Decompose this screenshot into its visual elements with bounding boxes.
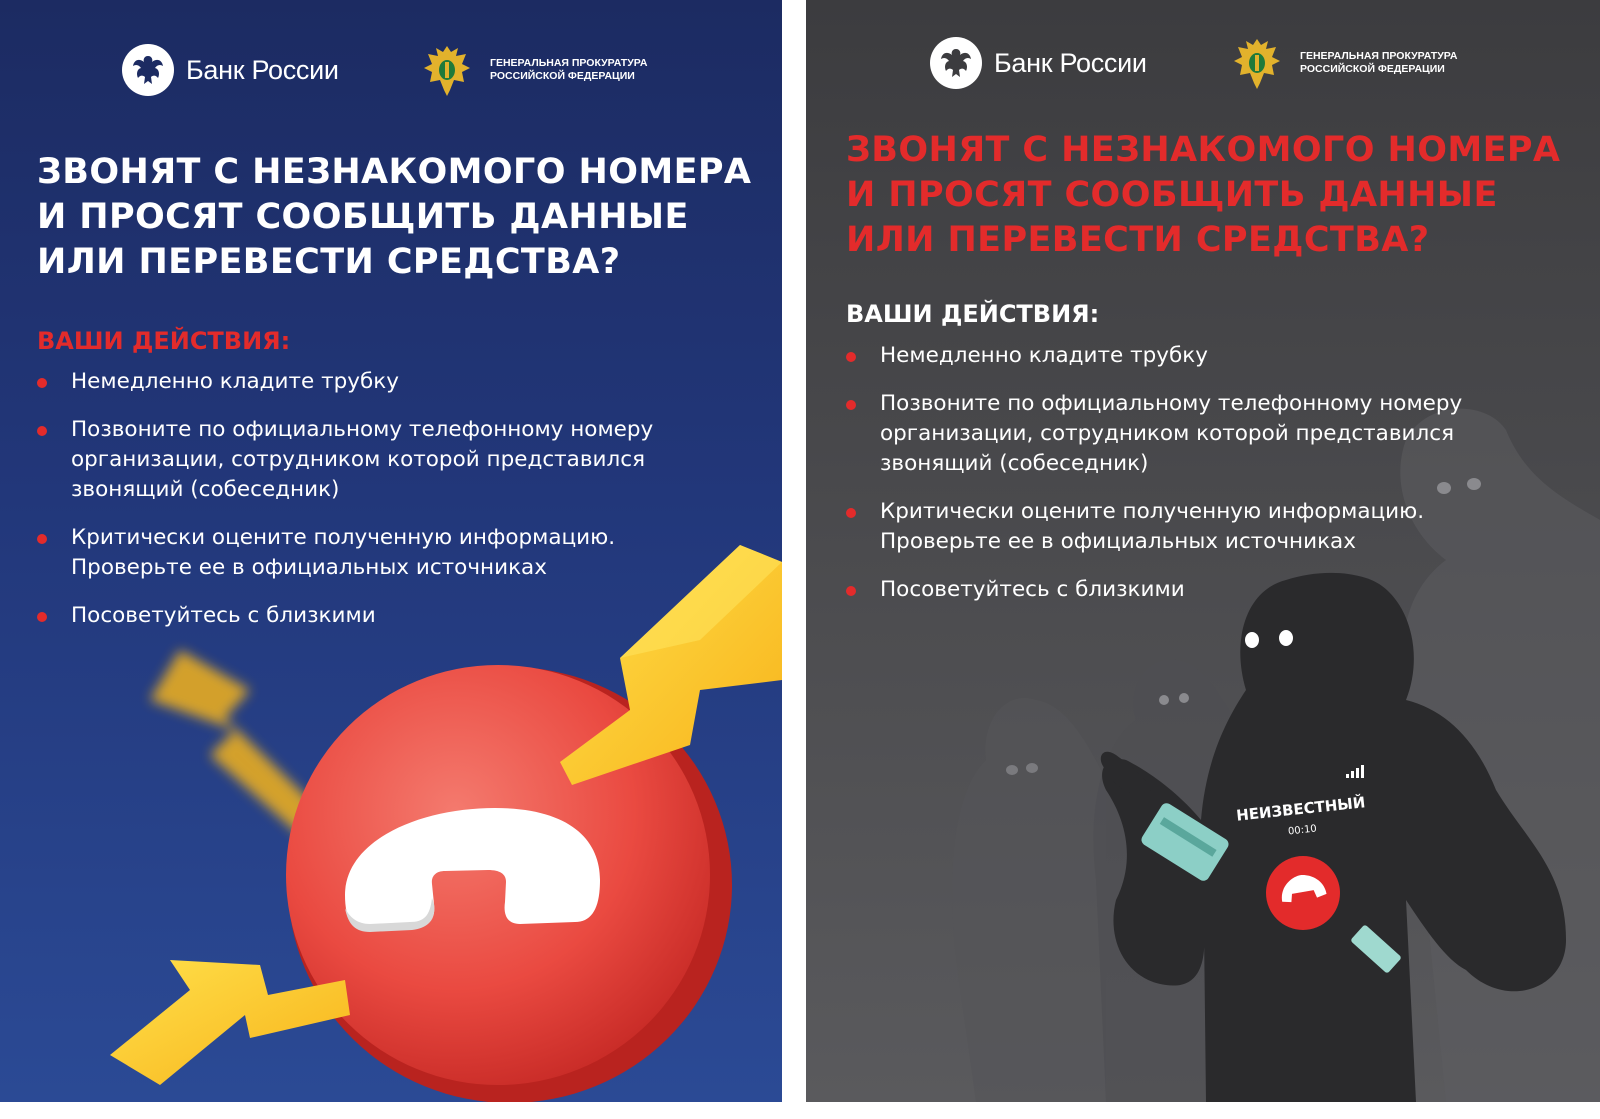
action-item bbox=[37, 415, 653, 505]
action-item bbox=[846, 389, 1462, 479]
action-text: Проверьте ее в официальных источниках bbox=[71, 555, 547, 580]
action-text: Проверьте ее в официальных источниках bbox=[880, 529, 1356, 554]
headline bbox=[37, 150, 751, 285]
bullet-icon bbox=[37, 426, 47, 436]
actions-title: ВАШИ ДЕЙСТВИЯ: bbox=[846, 300, 1100, 328]
action-text: Позвоните по официальному телефонному номеру bbox=[71, 417, 654, 442]
action-text: Посоветуйтесь с близкими bbox=[71, 603, 376, 628]
bank-russia-logo bbox=[930, 37, 1147, 89]
action-text: Критически оцените полученную информацию. bbox=[71, 525, 616, 550]
lightning-bolt-icon bbox=[150, 650, 320, 840]
bullet-icon bbox=[846, 508, 856, 518]
headline bbox=[846, 128, 1560, 263]
action-item bbox=[846, 341, 1462, 371]
prosecutor-line1: ГЕНЕРАЛЬНАЯ ПРОКУРАТУРА bbox=[1300, 50, 1458, 62]
actions-list bbox=[846, 341, 1462, 623]
headline-line: И ПРОСЯТ СООБЩИТЬ ДАННЫЕ bbox=[37, 197, 689, 237]
double-headed-eagle-icon bbox=[122, 44, 174, 96]
call-timer: 00:10 bbox=[1287, 823, 1318, 838]
bullet-icon bbox=[846, 586, 856, 596]
action-text: Немедленно кладите трубку bbox=[880, 343, 1208, 368]
prosecutor-emblem-icon bbox=[1228, 33, 1286, 93]
prosecutor-line1: ГЕНЕРАЛЬНАЯ ПРОКУРАТУРА bbox=[490, 57, 648, 69]
headline-line: ЗВОНЯТ С НЕЗНАКОМОГО НОМЕРА bbox=[37, 152, 752, 192]
action-text: звонящий (собеседник) bbox=[880, 451, 1149, 476]
action-text: Позвоните по официальному телефонному номеру bbox=[880, 391, 1463, 416]
prosecutor-general-logo bbox=[1228, 33, 1457, 93]
action-text: Критически оцените полученную информацию. bbox=[880, 499, 1425, 524]
action-text: звонящий (собеседник) bbox=[71, 477, 340, 502]
prosecutor-line2: РОССИЙСКОЙ ФЕДЕРАЦИИ bbox=[1300, 63, 1445, 75]
action-text: Немедленно кладите трубку bbox=[71, 369, 399, 394]
action-item bbox=[846, 497, 1462, 557]
actions-title: ВАШИ ДЕЙСТВИЯ: bbox=[37, 327, 291, 355]
double-headed-eagle-icon bbox=[930, 37, 982, 89]
headline-line: ИЛИ ПЕРЕВЕСТИ СРЕДСТВА? bbox=[846, 220, 1430, 260]
action-text: организации, сотрудником которой представился bbox=[71, 447, 646, 472]
caller-name: НЕИЗВЕСТНЫЙ bbox=[1235, 793, 1367, 825]
action-text: организации, сотрудником которой представился bbox=[880, 421, 1455, 446]
prosecutor-line2: РОССИЙСКОЙ ФЕДЕРАЦИИ bbox=[490, 70, 635, 82]
headline-line: ИЛИ ПЕРЕВЕСТИ СРЕДСТВА? bbox=[37, 242, 621, 282]
headline-line: И ПРОСЯТ СООБЩИТЬ ДАННЫЕ bbox=[846, 175, 1498, 215]
hangup-button-icon bbox=[1266, 856, 1340, 930]
action-text: Посоветуйтесь с близкими bbox=[880, 577, 1185, 602]
bullet-icon bbox=[846, 352, 856, 362]
bank-russia-name: Банк России bbox=[994, 47, 1147, 78]
action-item bbox=[846, 575, 1462, 605]
bank-russia-name: Банк России bbox=[186, 54, 339, 85]
hangup-button-illustration bbox=[0, 540, 782, 1102]
action-item bbox=[37, 367, 653, 397]
prosecutor-emblem-icon bbox=[418, 40, 476, 100]
bank-russia-logo bbox=[122, 44, 339, 96]
prosecutor-general-logo bbox=[418, 40, 647, 100]
headline-line: ЗВОНЯТ С НЕЗНАКОМОГО НОМЕРА bbox=[846, 130, 1561, 170]
poster-blue bbox=[0, 0, 782, 1102]
poster-grey bbox=[806, 0, 1600, 1102]
bullet-icon bbox=[846, 400, 856, 410]
bullet-icon bbox=[37, 378, 47, 388]
